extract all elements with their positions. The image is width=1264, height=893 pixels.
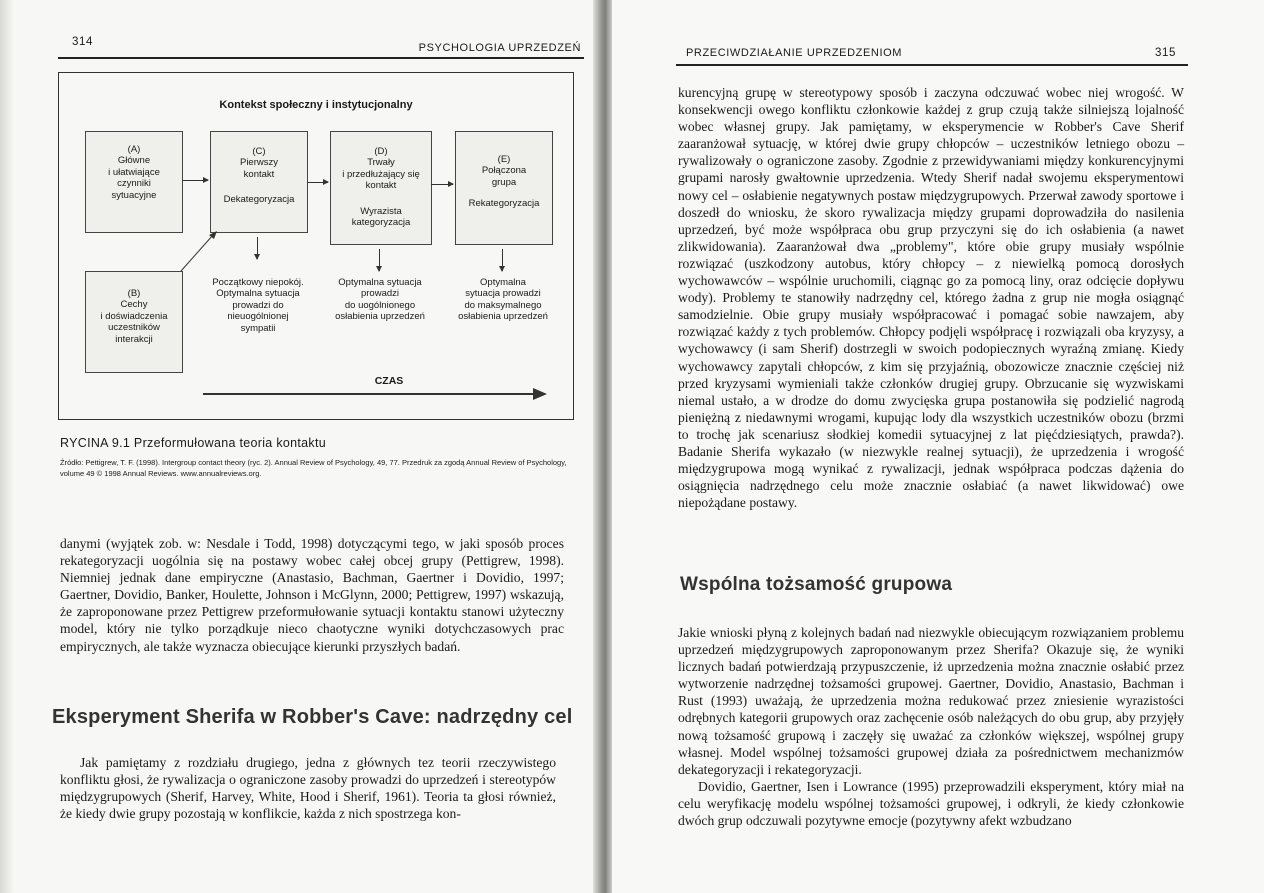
left-paragraph-1: [60, 535, 564, 655]
figure-caption-title: RYCINA 9.1 Przeformułowana teoria kontaktu: [60, 436, 326, 450]
header-rule-right: [676, 64, 1188, 66]
running-head-right: PRZECIWDZIAŁANIE UPRZEDZENIOM: [686, 47, 903, 59]
box-d: [330, 131, 432, 245]
arrow-e-down: [502, 249, 503, 271]
right-paragraph-1: [678, 84, 1184, 511]
time-arrow: [203, 387, 549, 401]
box-c-label: (C) Pierwszy kontakt: [239, 146, 278, 180]
page-number: 314: [72, 36, 93, 48]
left-paragraph-2: [60, 754, 556, 822]
arrow-c-down: [257, 237, 258, 259]
box-c: [210, 131, 308, 233]
right-paragraph-2-text: Jakie wnioski płyną z kolejnych badań nad niezwykle obiecującym rozwiązaniem problemu uprzedzeń międzygrupowych zaproponowanym przez Sherifa? Okazuje się, że wyniki licznych badań potwierdzają przypuszczenie, iż uprzedzenia można znacznie osłabić przez wytworzenie nadrzędnej tożsamości grupowej. Gaertner, Dovidio, Anastasio, Bachman i Rust (1993) uważają, że uprzedzenia można redukować przez zniesienie wyrazistości odrębnych kategorii grupowych oraz zachęcenie osób należących do obu grup, aby przyjęły nową tożsamość grupową i zaczęły się uważać za członków większej, wspólnej grupy własnej. Model wspólnej tożsamości grupowej działa za pośrednictwem mechanizmów dekategoryzacji i rekategoryzacji.: [678, 625, 1184, 777]
box-a: [85, 131, 183, 233]
box-e-label: (E) Połączona grupa: [481, 154, 527, 188]
page-number-right: 315: [1155, 47, 1176, 59]
arrow-d-e: [431, 184, 453, 185]
box-b: [85, 271, 183, 373]
right-page: [612, 0, 1264, 893]
box-d-process: Wyrazista kategoryzacja: [351, 205, 411, 228]
figure-title: Kontekst społeczny i instytucjonalny: [219, 99, 413, 111]
box-a-label: (A) Główne i ułatwiające czynniki sytuacyjne: [108, 144, 160, 201]
left-section-heading: Eksperyment Sherifa w Robber's Cave: nadrzędny cel: [52, 706, 573, 728]
figure-caption-source: Źródło: Pettigrew, T. F. (1998). Intergroup contact theory (ryc. 2). Annual Review of Psychology, 49, 77. Przedruk za zgodą Annual Review of Psychology, volume 49 © 1998 Annual Reviews. www.annualreviews.org.: [60, 458, 567, 478]
figure-diagram: [58, 72, 574, 420]
left-paragraph-1-text: danymi (wyjątek zob. w: Nesdale i Todd, 1998) dotyczącymi tego, w jaki sposób proces rekategoryzacji uogólnia się na postawy wobec całej obcej grupy (Pettigrew, 1998). Niemniej jednak dane empiryczne (Anastasio, Bachman, Gaertner i Dovidio, 1997; Gaertner, Dovidio, Banker, Houlette, Johnson i McGlynn, 2000; Pettigrew, 1997) wskazują, że zaproponowane przez Pettigrew przeformułowanie sytuacji kontaktu stanowi użyteczny model, który nie tylko porządkuje nieco chaotyczne wyniki dotychczasowych prac empirycznych, ale także wyznacza obiecujące kierunki przyszłych badań.: [60, 536, 564, 654]
right-paragraph-3-text: Dovidio, Gaertner, Isen i Lowrance (1995) przeprowadzili eksperyment, który miał na celu weryfikację modelu wspólnej tożsamości grupowej, i odkryli, że kiedy członkowie dwóch grup odczuwali pozytywne emocje (pozytywny afekt wzbudzano: [678, 778, 1184, 829]
arrow-b-c: [177, 229, 221, 275]
outcome-c: Początkowy niepokój. Optymalna sytuacja prowadzi do nieuogólnionej sympatii: [212, 277, 304, 334]
box-c-process: Dekategoryzacja: [223, 194, 295, 206]
right-paragraph-1-text: kurencyjną grupę w stereotypowy sposób i zaczyna odczuwać wobec niej wrogość. W konsekwencji owego konfliktu członkowie każdej z grup czują także silniejszą lojalność wobec własnej grupy. Jak pamiętamy, w eksperymencie w Robber's Cave Sherif zaaranżował sytuację, w której dwie grupy chłopców – uczestników letniego obozu – rywalizowały o ograniczone zasoby. Zgodnie z przewidywaniami między konkurencyjnymi grupami narosły gwałtownie uprzedzenia. Wtedy Sherif nadał swojemu eksperymentowi nowy cel – osłabienie negatywnych postaw międzygrupowych. Przerwał zawody sportowe i doszedł do wniosku, że skoro rywalizacja między grupami doprowadziła do nasilenia uprzedzeń, być może współpraca obu grup przyczyni się do ich osłabienia (a nawet zlikwidowania). Zaaranżował dwa „problemy", które obie grupy musiały wspólnie rozwiązać (uszkodzony autobus, który chłopcy – z niewielką pomocą dorosłych wychowawców – wspólnie uruchomili, ciągnąc go za pomocą liny, oraz odcięcie dopływu wody). Problemy te stanowiły nadrzędny cel, którego żadna z grup nie mogła osiągnąć samodzielnie. Obie grupy musiały współpracować i pomagać sobie nawzajem, aby rozwiązać każdy z tych problemów. Chłopcy podjęli współpracę i rozwiązali oba kryzysy, a wychowawcy (i sam Sherif) dostrzegli w swoich podopiecznych wyraźną zmianę. Kiedy wychowawcy zapytali chłopców, z kim się przyjaźnią, obozowicze znacznie częściej niż przed kryzysami wymieniali także członków drugiej grupy. Obrzucanie się wyzwiskami niemal ustało, a w drodze do domu zwycięska grupa postanowiła się podzielić nagrodą pieniężną z niedawnymi wrogami, kupując lody dla wszystkich uczestników obozu (brzmi to trochę jak scenariusz słodkiej komedii sytuacyjnej z lat pięćdziesiątych, prawda?). Badanie Sherifa wykazało (w niezwykle realnej sytuacji), że uprzedzenia i wrogość międzygrupowa mogą wynikać z rywalizacji, jednak współpraca podczas dążenia do osiągnięcia nadrzędnego celu może znacznie osłabiać (a nawet likwidować) owe niepożądane postawy.: [678, 85, 1184, 511]
time-label: CZAS: [374, 375, 404, 387]
arrow-d-down: [379, 249, 380, 271]
arrow-a-c: [182, 180, 208, 181]
running-head: PSYCHOLOGIA UPRZEDZEŃ: [418, 42, 581, 54]
left-page: [0, 0, 595, 893]
left-paragraph-2-text: Jak pamiętamy z rozdziału drugiego, jedna z głównych tez teorii rzeczywistego konfliktu głosi, że rywalizacja o ograniczone zasoby prowadzi do uprzedzeń i stereotypów międzygrupowych (Sherif, Harvey, White, Hood i Sherif, 1961). Teoria ta głosi również, że kiedy dwie grupy pozostają w konflikcie, każda z nich spostrzega kon-: [60, 755, 556, 822]
arrow-c-d: [307, 182, 328, 183]
box-e: [455, 131, 553, 245]
box-b-label: (B) Cechy i doświadczenia uczestników interakcji: [100, 288, 168, 345]
outcome-d: Optymalna sytuacja prowadzi do uogólnionego osłabienia uprzedzeń: [335, 277, 425, 323]
right-section-heading: Wspólna tożsamość grupowa: [680, 574, 953, 595]
outcome-e: Optymalna sytuacja prowadzi do maksymalnego osłabienia uprzedzeń: [458, 277, 548, 323]
box-e-process: Rekategoryzacja: [468, 198, 540, 210]
box-d-label: (D) Trwały i przedłużający się kontakt: [342, 146, 420, 192]
header-rule: [58, 57, 584, 59]
page-edge: [0, 0, 14, 893]
right-paragraph-2: [678, 624, 1184, 829]
